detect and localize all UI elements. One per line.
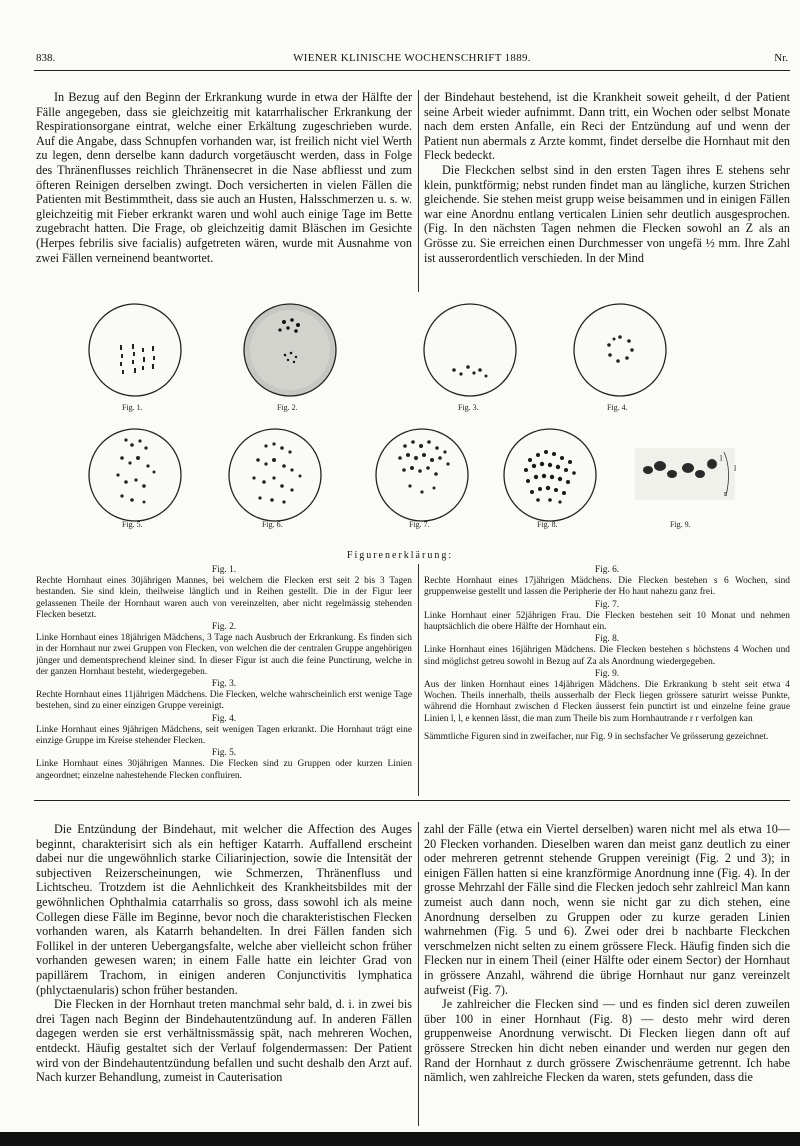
figure-label: Fig. 5.: [122, 520, 143, 529]
paragraph: Die Entzündung der Bindehaut, mit welcher die Affection des Auges beginnt, charakterisirt sich als ein heftiger Katarrh. Auffallend erscheint dabei nur die ungewöhnlich starke Ciliarinjection, sowie die Intensität der subjectiven Reizerscheinungen, wie Schmerzen, Thränenfluss und Lichtscheu. Trotzdem ist die Aehnlichkeit des Krankheitsbildes mit der gewöhnlichen Ophthalmia catarrhalis so gross, dass sowohl ich als meine Collegen diese Fälle im Beginne, bevor noch die charakteristischen Flecken vorhanden waren, als Katarrh behandelten. In drei Fällen fanden sich Follikel in der unteren Uebergangsfalte, welche aber vielleicht schon früher vorhanden gewesen waren; in einem Falle hatte ein leichter Grad von papillärem Trachom, in einigen anderen Conjunctivitis lymphatica (phlyctaenularis) schon früher bestanden.: [36, 822, 412, 997]
caption-label: Fig. 3.: [211, 679, 237, 690]
running-header: [36, 52, 788, 68]
bottom-left-column: [36, 822, 412, 1130]
captions-right: [424, 564, 790, 796]
journal-title: WIENER KLINISCHE WOCHENSCHRIFT 1889.: [293, 52, 531, 64]
figure-6: [229, 429, 321, 529]
paragraph: Je zahlreicher die Flecken sind — und es finden sicl deren zuweilen über 100 in einer Hornhaut (Fig. 8) — desto mehr wird deren gruppenweise Anordnung verwischt. Di Flecken liegen dann oft auf grössere Strecken hin dicht neben einander und werden nur gegen den Rand der Hornhaut z durch grössere Zwischenräume getrennt. Ich habe nämlich, wen zahlreiche Flecken da waren, stets gefunden, dass die: [424, 997, 790, 1085]
paragraph: Die Flecken in der Hornhaut treten manchmal sehr bald, d. i. in zwei bis drei Tagen nach Beginn der Bindehautentzündung auf. In anderen Fällen dagegen werden sie erst verhältnissmässig spät, nach mehreren Wochen, entdeckt. Häufig gestaltet sich der Verlauf folgendermassen: Der Patient wird von der Bindehautentzündung befallen und sucht deshalb den Arzt auf. Nach kurzer Behandlung, zumeist in Cauterisation: [36, 997, 412, 1085]
figure-label: Fig. 9.: [670, 520, 691, 529]
paragraph: zahl der Fälle (etwa ein Viertel derselben) waren nicht mel als etwa 10—20 Flecken vorhanden. Dieselben waren dan meist ganz deutlich zu einer oder mehreren getrennt stehende Gruppen vereinigt (Fig. 2 und 3); in einigen Fällen hatten si eine kranzförmige Anordnung inne (Fig. 4). In der grosse Mehrzahl der Fälle sind die Flecken jedoch sehr zahlreicl Man kann zumeist auch dann noch, wenn sie nicht gar zu dich stehen, eine Anordnung derselben zu Gruppen oder zu kurze geraden Linien wahrnehmen (Fig. 5 und 6). Zwei oder drei b nachbarte Fleckchen verschmelzen nicht selten zu einem grössere Fleck. Häufig finden sich die Flecken nur in einem Theil (einer Hälfte oder einem Sector) der Hornhaut in grössere Anzahl, während die übrige Hornhaut nur ganz vereinzelt aufweist (Fig. 7).: [424, 822, 790, 997]
caption-label: Fig. 6.: [594, 565, 620, 575]
line-mark: l: [720, 454, 723, 463]
figure-plate: [60, 300, 750, 550]
caption-text: Linke Hornhaut eines 9jährigen Mädchens, seit wenigen Tagen erkrankt. Die Hornhaut trägt eine einzige Gruppe im Kreise stehender Flecken.: [36, 724, 412, 747]
figure-3: [424, 304, 516, 412]
column-rule: [418, 822, 419, 1126]
caption-text: Linke Hornhaut eines 18jährigen Mädchens, 3 Tage nach Ausbruch der Erkrankung. Es finden sich in der Hornhaut nur zwei Gruppen von Flecken, von welchen die der centralen Gruppe angehörigen jünger und dementsprechend kleiner sind. In dieser Figur ist auch die feine Punctirung, welche in der ganzen Hornhaut besteht, wiedergegeben.: [36, 633, 412, 677]
paragraph: Die Fleckchen selbst sind in den ersten Tagen ihres E stehens sehr klein, punktförmig; nebst runden findet man au längliche, kurzen Strichen gleichende. Sie stehen meist grupp weise beisammen und in einigen Fällen war eine Anordnu entlang verticalen Linien sehr deutlich ausgesprochen. (Fig. In den nächsten Tagen nehmen die Flecken sowohl an Z als an Grösse zu. Sie erreichen einen Durchmesser von ungefä ½ mm. Ihre Zahl ist ausserordentlich verschieden. In der Mind: [424, 162, 790, 265]
top-right-column: [424, 90, 790, 296]
figure-8: [504, 429, 596, 529]
caption-label: Fig. 1.: [211, 565, 237, 575]
figure-5: [89, 429, 181, 529]
caption-column-rule: [418, 564, 419, 796]
section-rule: [34, 800, 790, 801]
caption-label: Fig. 5.: [211, 748, 237, 759]
caption-text: Rechte Hornhaut eines 17jährigen Mädchens. Die Flecken bestehen s 6 Wochen, sind gruppenweise gestellt und lassen die Peripherie der Ho haut nahezu ganz frei.: [424, 576, 790, 598]
bottom-right-column: [424, 822, 790, 1130]
caption-text: Aus der linken Hornhaut eines 14jährigen Mädchens. Die Erkrankung b steht seit etwa 4 Wochen. Theils innerhalb, theils ausserhalb der Fleck liegen grössere saturirt weisse Punkte, während die Hornhaut zwischen d Flecken äusserst fein punctirt ist und einzelne feine graue Linien l, l, e kennen lässt, die man zum Theile bis zum Hornhautrande r r verfolgen kan: [424, 680, 790, 724]
cornea-figures: [60, 300, 750, 550]
page-number: 838.: [36, 52, 56, 64]
figure-label: Fig. 1.: [122, 403, 143, 412]
caption-text: Rechte Hornhaut eines 11jährigen Mädchens. Die Flecken, welche wahrscheinlich erst wenige Tage bestehen, sind zu einer einzigen Gruppe vereinigt.: [36, 690, 412, 712]
caption-label: Fig. 4.: [211, 713, 237, 724]
figure-9: [635, 448, 737, 529]
paragraph: der Bindehaut bestehend, ist die Krankheit soweit geheilt, d der Patient seine Arbeit wieder aufnimmt. Dann tritt, ein Wochen oder selbst Monate nach dem ersten Anfalle, ein Reci der Entzündung auf und wenn der Patient nun abermals z Arzte kommt, findet derselbe die Hornhaut mit den Fleck bedeckt.: [424, 90, 790, 163]
caption-text: Linke Hornhaut eines 16jährigen Mädchens. Die Flecken bestehen s höchstens 4 Wochen und sind möglichst getreu sowohl in Bezug auf Za als Anordnung wiedergegeben.: [424, 645, 790, 667]
figure-label: Fig. 7.: [409, 520, 430, 529]
caption-heading: Figurenerklärung:: [346, 550, 454, 561]
caption-label: Fig. 8.: [594, 634, 620, 645]
issue-number: Nr.: [774, 52, 788, 64]
caption-label: Fig. 7.: [594, 599, 620, 610]
figure-label: Fig. 3.: [458, 403, 479, 412]
figure-4: [574, 304, 666, 412]
figure-label: Fig. 4.: [607, 403, 628, 412]
figure-label: Fig. 6.: [262, 520, 283, 529]
scan-edge: [0, 1132, 800, 1146]
caption-text: Linke Hornhaut einer 52jährigen Frau. Die Flecken bestehen seit 10 Monat und nehmen hauptsächlich die obere Hälfte der Hornhaut ein.: [424, 610, 790, 633]
paragraph: In Bezug auf den Beginn der Erkrankung wurde in etwa der Hälfte der Fälle angegeben, dass sie gleichzeitig mit katarrhalischer Erkrankung der Respirationsorgane eintrat, welche einer Erkältung zugeschrieben wurde. Auf die Angabe, dass Schnupfen vorhanden war, ist freilich nicht viel Werth zu legen, denn derselbe kann dadurch vorgetäuscht werden, dass in Folge des Thränenflusses reichlich Thränensecret in die Nase abfliesst und zum öfteren Reinigen derselben zwingt. Doch versicherten in vielen Fällen die Patienten mit Bestimmtheit, dass sie auch an Husten, Halsschmerzen u. s. w. gleichzeitig mit Fieber erkrankt waren und wohl auch einige Tage im Bette zugebracht hatten. Die Frage, ob gleichzeitig damit Bläschen im Gesichte (Herpes febrilis sive facialis) aufgetreten wären, wurde mit Ausnahme von zwei Fällen verneinend beantwortet.: [36, 90, 412, 265]
figure-label: Fig. 8.: [537, 520, 558, 529]
caption-note: Sämmtliche Figuren sind in zweifacher, nur Fig. 9 in sechsfacher Ve grösserung gezeichnet.: [424, 731, 769, 742]
caption-label: Fig. 2.: [211, 622, 237, 633]
rim-mark: r: [724, 489, 727, 498]
caption-text: Linke Hornhaut eines 30jährigen Mannes. Die Flecken sind zu Gruppen oder kurzen Linien angeordnet; einzelne nahestehende Flecken confluiren.: [36, 759, 412, 781]
figure-1: [89, 304, 181, 412]
figure-7: [376, 429, 468, 529]
caption-label: Fig. 9.: [594, 668, 620, 679]
captions-left: [36, 564, 412, 796]
header-rule: [34, 70, 790, 71]
figure-label: Fig. 2.: [277, 403, 298, 412]
figure-2: [244, 304, 336, 412]
column-rule: [418, 90, 419, 292]
top-left-column: [36, 90, 412, 296]
caption-text: Rechte Hornhaut eines 30jährigen Mannes, bei welchem die Flecken erst seit 2 bis 3 Tagen bestanden. Sie sind klein, theilweise länglich und in Reihen gestellt. Die in der Figur leer gelassenen Theile der Hornhaut waren auch von vereinzelten, aber nicht regelmässig stehenden Flecken besetzt.: [36, 576, 412, 620]
line-mark: l: [734, 464, 737, 473]
